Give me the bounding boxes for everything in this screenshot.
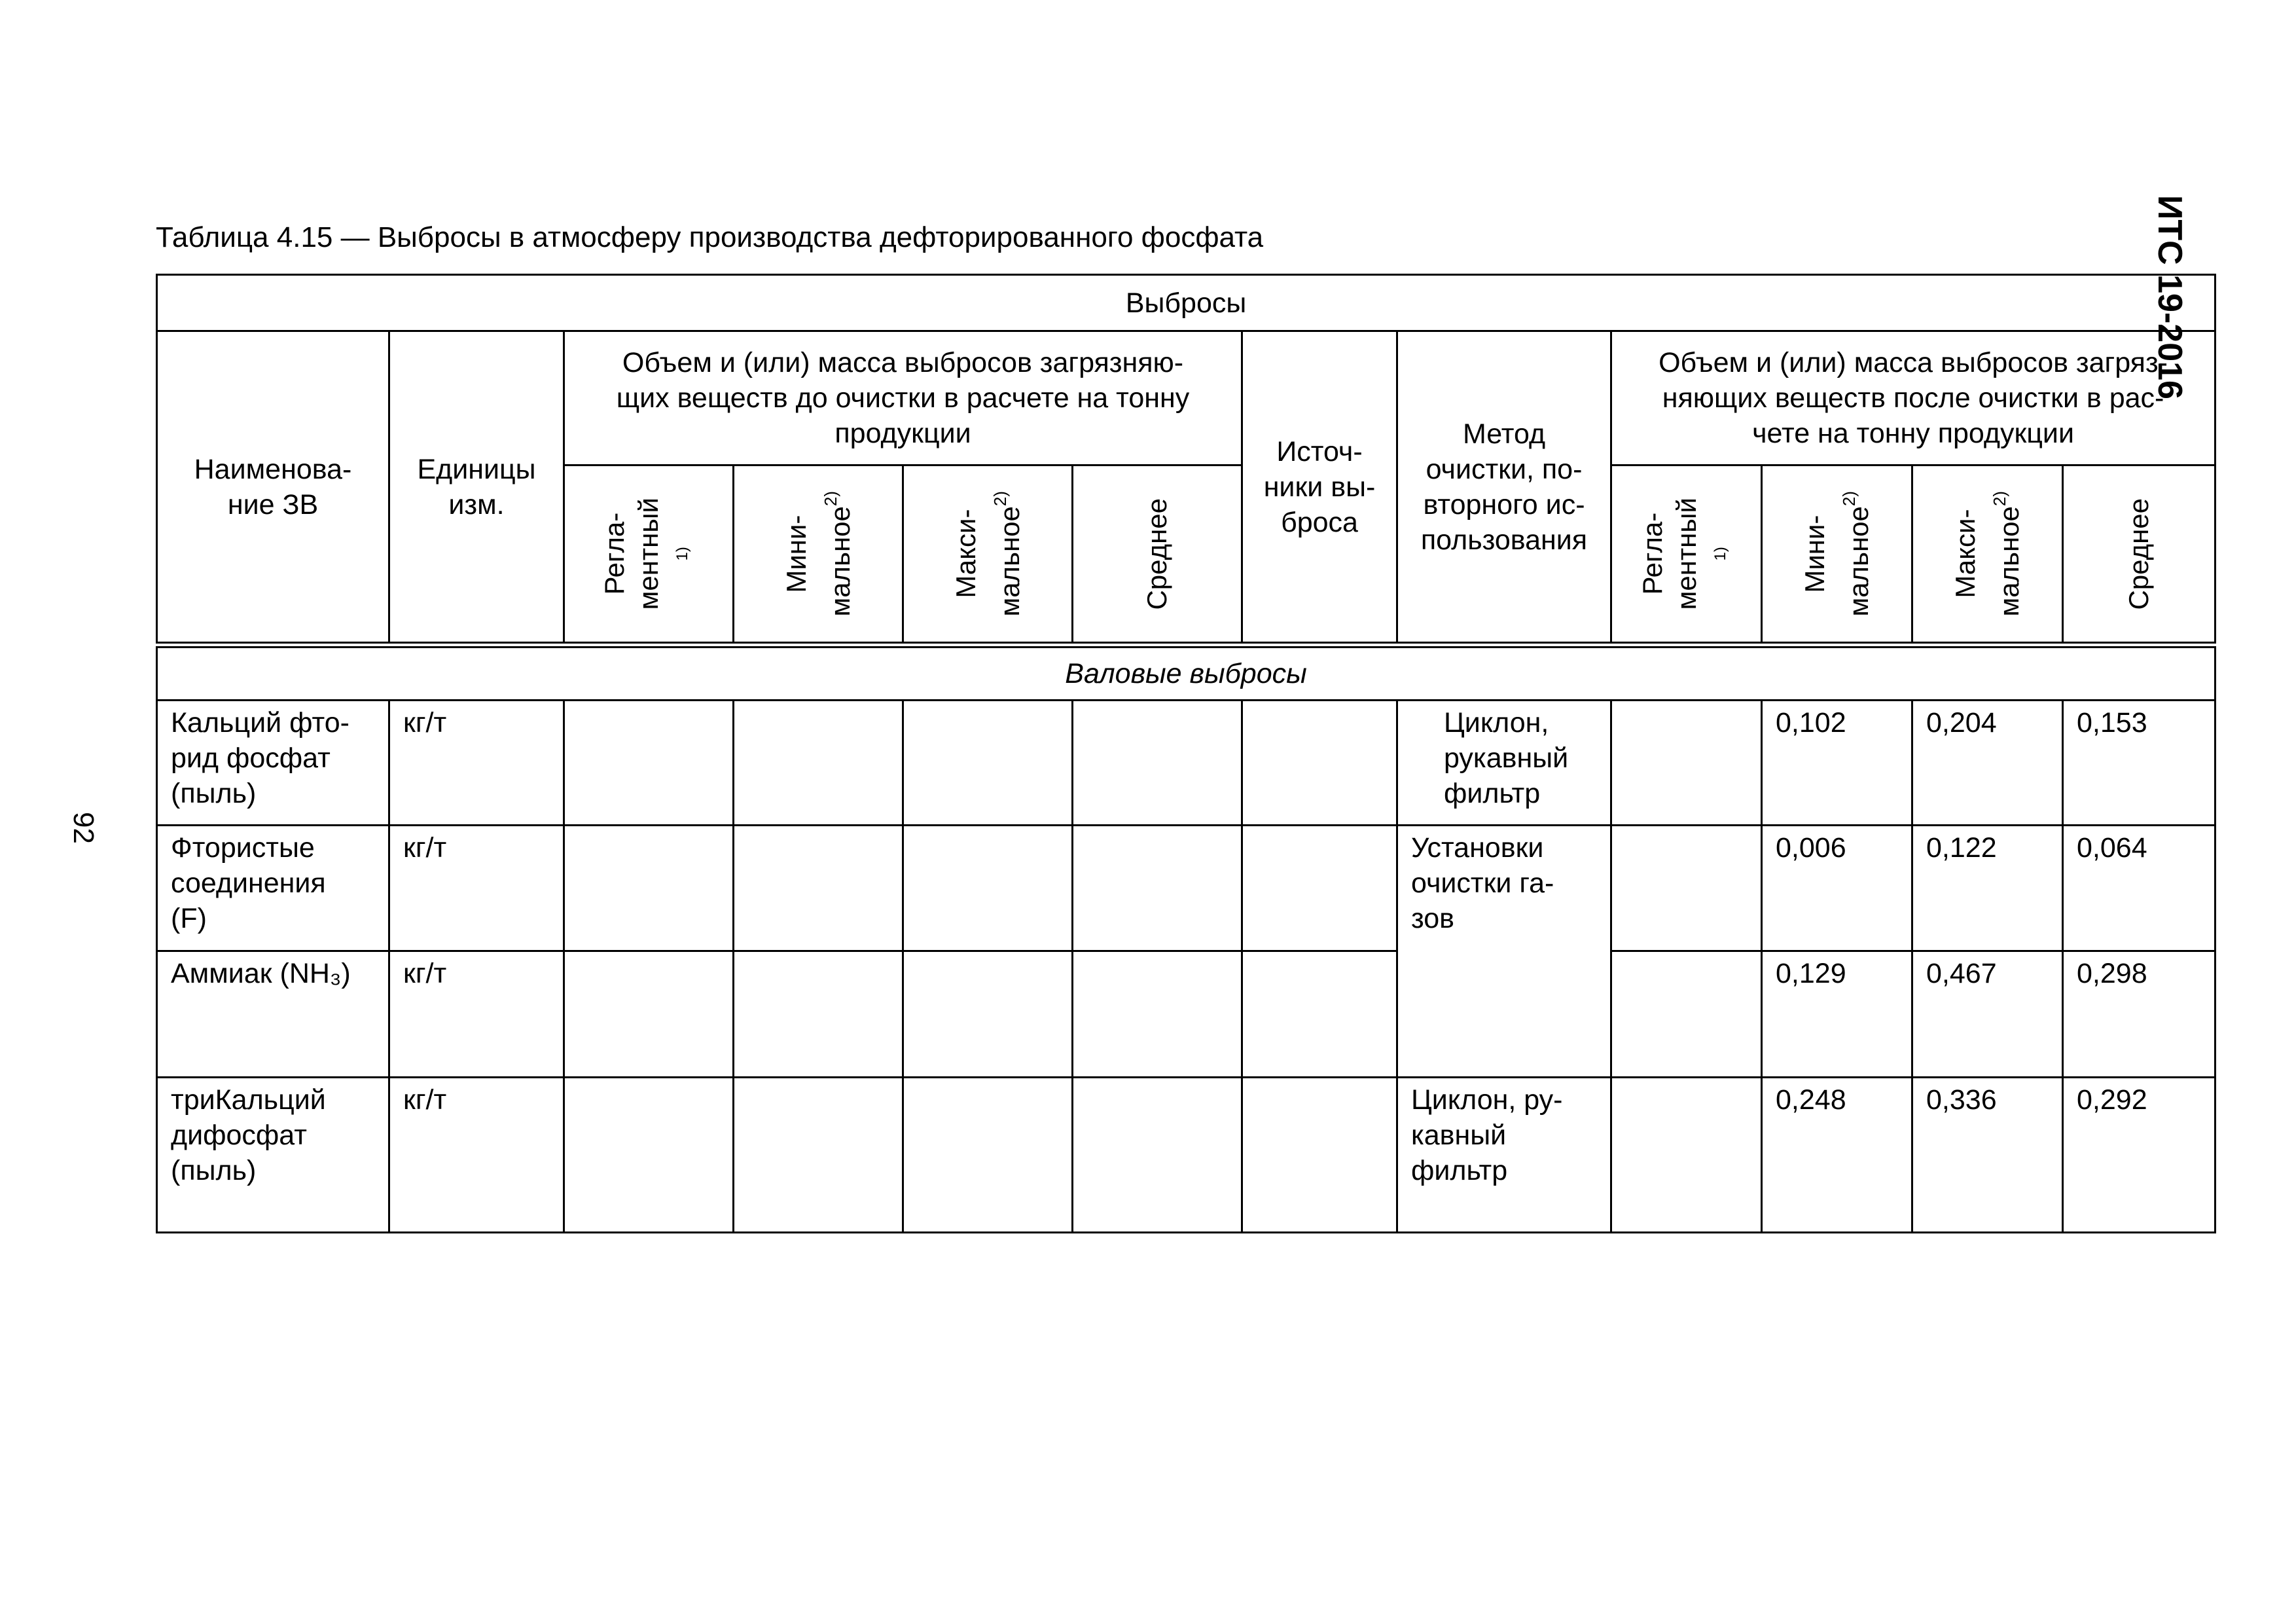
after-regulated (1611, 1077, 1762, 1232)
after-average: 0,292 (2063, 1077, 2215, 1232)
header-before-regulated: Регла- ментный 1) (564, 465, 734, 646)
document-code: ИТС 19-2016 (2151, 195, 2189, 399)
emission-source (1242, 825, 1397, 951)
after-maximum: 0,122 (1912, 825, 2063, 951)
units: кг/т (389, 825, 564, 951)
after-minimum: 0,102 (1762, 700, 1912, 825)
header-substance-name: Наименова- ние ЗВ (157, 331, 389, 646)
section-title: Валовые выбросы (157, 645, 2215, 700)
after-maximum: 0,467 (1912, 951, 2063, 1077)
before-average (1073, 1077, 1242, 1232)
after-average: 0,153 (2063, 700, 2215, 825)
before-average (1073, 951, 1242, 1077)
table-row (157, 951, 2215, 1077)
before-minimum (734, 1077, 903, 1232)
before-regulated (564, 825, 734, 951)
header-units: Единицы изм. (389, 331, 564, 646)
before-maximum (903, 700, 1073, 825)
before-regulated (564, 951, 734, 1077)
emissions-table (156, 274, 2216, 1233)
header-after-cleaning: Объем и (или) масса выбросов загряз- няющих веществ после очистки в рас- чете на тонну продукции (1611, 331, 2215, 465)
header-before-cleaning: Объем и (или) масса выбросов загрязняю- щих веществ до очистки в расчете на тонну продукции (564, 331, 1242, 465)
substance-name: триКальций дифосфат (пыль) (157, 1077, 389, 1232)
after-regulated (1611, 825, 1762, 951)
header-after-maximum: Макси- мальное$^{2)}$ (1912, 465, 2063, 646)
substance-name: Фтористые соединения (F) (157, 825, 389, 951)
header-row-top (157, 275, 2215, 331)
header-cleaning-method: Метод очистки, по- вторного ис- пользования (1397, 331, 1611, 646)
after-maximum: 0,336 (1912, 1077, 2063, 1232)
header-emission-sources: Источ- ники вы- броса (1242, 331, 1397, 646)
after-maximum: 0,204 (1912, 700, 2063, 825)
page-number: 92 (67, 812, 99, 844)
units: кг/т (389, 951, 564, 1077)
before-maximum (903, 825, 1073, 951)
after-minimum: 0,129 (1762, 951, 1912, 1077)
after-regulated (1611, 700, 1762, 825)
header-after-regulated: Регла- ментный 1) (1611, 465, 1762, 646)
table-row (157, 825, 2215, 951)
table-row (157, 700, 2215, 825)
emission-source (1242, 1077, 1397, 1232)
section-row-gross-emissions (157, 645, 2215, 700)
before-maximum (903, 951, 1073, 1077)
header-before-maximum: Макси- мальное$^{2)}$ (903, 465, 1073, 646)
emission-source (1242, 951, 1397, 1077)
table-row (157, 1077, 2215, 1232)
header-row-groups (157, 331, 2215, 465)
after-regulated (1611, 951, 1762, 1077)
header-emissions: Выбросы (157, 275, 2215, 331)
emission-source (1242, 700, 1397, 825)
after-average: 0,064 (2063, 825, 2215, 951)
cleaning-method: Циклон, ру- кавный фильтр (1397, 1077, 1611, 1232)
header-before-minimum: Мини- мальное$^{2)}$ (734, 465, 903, 646)
before-regulated (564, 1077, 734, 1232)
before-maximum (903, 1077, 1073, 1232)
after-average: 0,298 (2063, 951, 2215, 1077)
before-average (1073, 700, 1242, 825)
before-regulated (564, 700, 734, 825)
cleaning-method: Установки очистки га- зов (1397, 825, 1611, 1077)
after-minimum: 0,006 (1762, 825, 1912, 951)
before-average (1073, 825, 1242, 951)
cleaning-method: Циклон, рукавный фильтр (1397, 700, 1611, 825)
before-minimum (734, 951, 903, 1077)
units: кг/т (389, 1077, 564, 1232)
before-minimum (734, 825, 903, 951)
header-before-average: Среднее (1073, 465, 1242, 646)
header-after-average: Среднее (2063, 465, 2215, 646)
units: кг/т (389, 700, 564, 825)
header-after-minimum: Мини- мальное$^{2)}$ (1762, 465, 1912, 646)
after-minimum: 0,248 (1762, 1077, 1912, 1232)
before-minimum (734, 700, 903, 825)
table-caption: Таблица 4.15 — Выбросы в атмосферу производства дефторированного фосфата (156, 221, 1264, 253)
substance-name: Кальций фто- рид фосфат (пыль) (157, 700, 389, 825)
substance-name: Аммиак (NH₃) (157, 951, 389, 1077)
